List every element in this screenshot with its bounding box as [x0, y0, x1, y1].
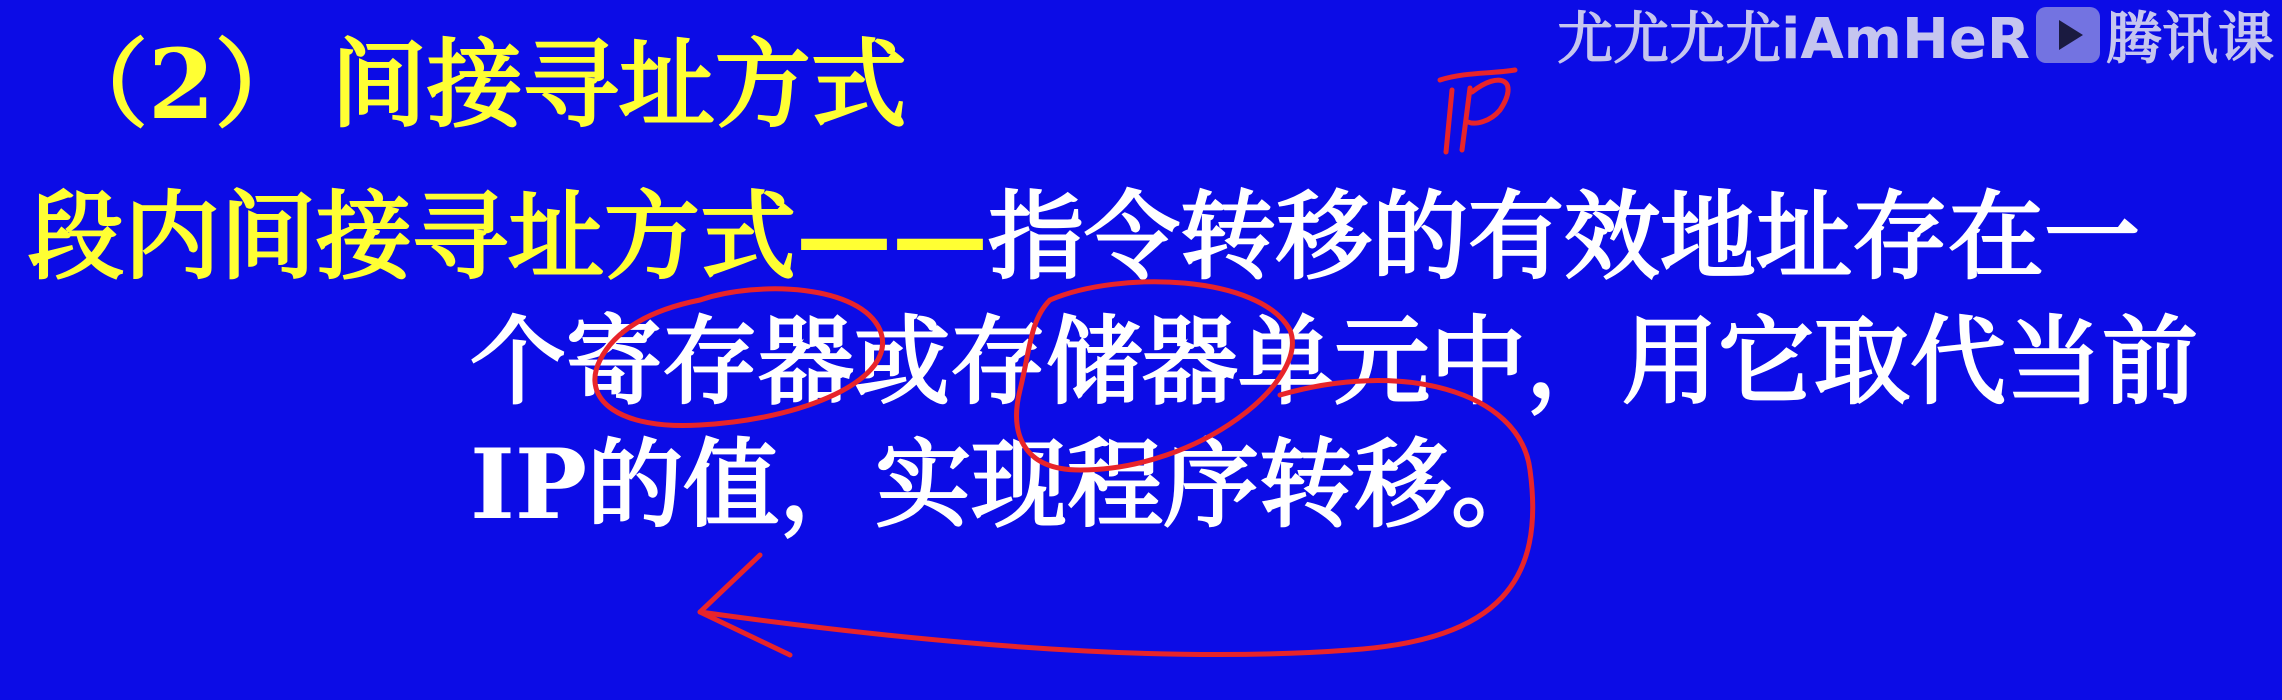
play-logo-icon	[2036, 7, 2100, 63]
watermark-text: 尤尤尤尤iAmHeR	[1557, 7, 2030, 72]
definition-line-1	[28, 182, 2140, 292]
heading-title: 间接寻址方式	[330, 28, 907, 141]
definition-line-2: 个寄存器或存储器单元中，用它取代当前	[470, 305, 2198, 418]
term-dash: ——	[796, 180, 988, 293]
section-heading	[52, 30, 907, 140]
term: 段内间接寻址方式	[28, 180, 796, 293]
definition-text-1: 指令转移的有效地址存在一	[988, 180, 2140, 293]
handwritten-ip-label	[1440, 70, 1515, 152]
loop-arrow-head	[700, 555, 790, 655]
watermark	[1557, 0, 2274, 70]
definition-line-3: IP的值，实现程序转移。	[470, 428, 1548, 541]
heading-number: （2）	[52, 28, 311, 141]
watermark-brand: 腾讯课	[2106, 7, 2274, 72]
